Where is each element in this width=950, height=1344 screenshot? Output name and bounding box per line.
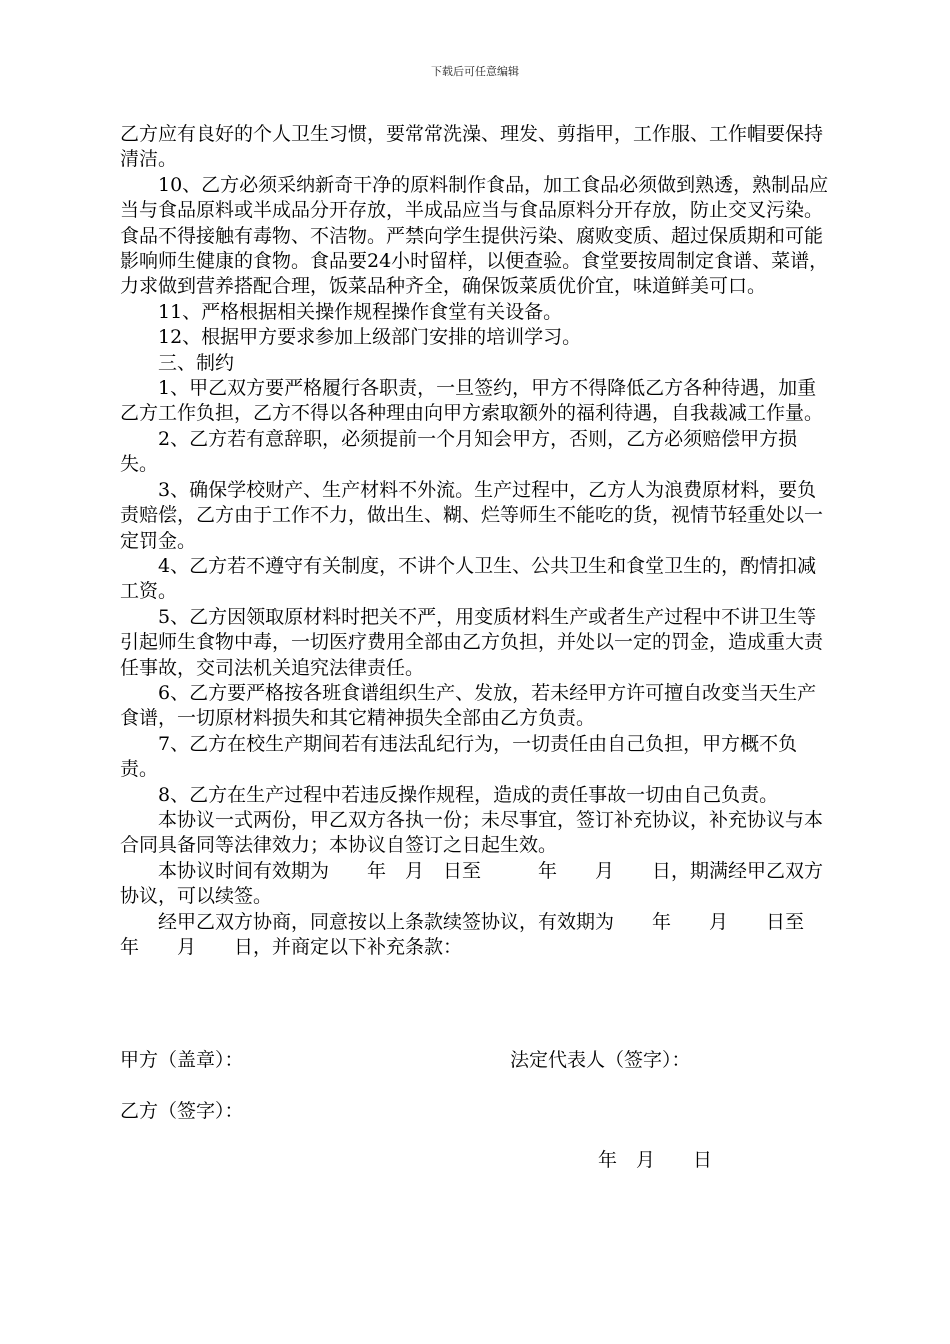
signature-date: 年 月 日 xyxy=(598,1149,713,1171)
paragraph: 7、乙方在校生产期间若有违法乱纪行为，一切责任由自己负担，甲方概不负责。 xyxy=(120,732,798,781)
legal-representative-label: 法定代表人（签字）： xyxy=(510,1049,691,1071)
paragraph: 2、乙方若有意辞职，必须提前一个月知会甲方，否则，乙方必须赔偿甲方损失。 xyxy=(120,427,798,476)
page-header: 下载后可任意编辑 xyxy=(431,65,519,78)
party-b-signature-label: 乙方（签字）： xyxy=(120,1100,244,1122)
party-a-seal-label: 甲方（盖章）： xyxy=(120,1049,244,1071)
paragraph: 经甲乙双方协商，同意按以上条款续签协议，有效期为 年 月 日至 年 月 日，并商定以下补充条款： xyxy=(120,910,843,958)
paragraph: 5、乙方因领取原材料时把关不严，用变质材料生产或者生产过程中不讲卫生等引起师生食物中毒，一切医疗费用全部由乙方负担，并处以一定的罚金，造成重大责任事故，交司法机关追究法律责任。 xyxy=(120,605,824,679)
paragraph: 12、根据甲方要求参加上级部门安排的培训学习。 xyxy=(158,326,582,349)
paragraph: 1、甲乙双方要严格履行各职责，一旦签约，甲方不得降低乙方各种待遇，加重乙方工作负担，乙方不得以各种理由向甲方索取额外的福利待遇，自我裁减工作量。 xyxy=(120,377,824,425)
paragraph: 3、确保学校财产、生产材料不外流。生产过程中，乙方人为浪费原材料，要负责赔偿，乙方由于工作不力，做出生、糊、烂等师生不能吃的货，视情节轻重处以一定罚金。 xyxy=(120,478,824,552)
paragraph: 10、乙方必须采纳新奇干净的原料制作食品，加工食品必须做到熟透，熟制品应当与食品原料或半成品分开存放，半成品应当与食品原料分开存放，防止交叉污染。食品不得接触有毒物、不洁物。严禁向学生提供污染、腐败变质、超过保质期和可能影响师生健康的食物。食品要24小时留样，以便查验。食堂要按周制定食谱、菜谱，力求做到营养搭配合理，饭菜品种齐全，确保饭菜质优价宜，味道鲜美可口。 xyxy=(120,173,829,298)
paragraph: 6、乙方要严格按各班食谱组织生产、发放，若未经甲方许可擅自改变当天生产食谱，一切原材料损失和其它精神损失全部由乙方负责。 xyxy=(120,681,817,730)
paragraph: 本协议时间有效期为 年 月 日至 年 月 日，期满经甲乙双方协议，可以续签。 xyxy=(120,859,824,908)
paragraph: 4、乙方若不遵守有关制度，不讲个人卫生、公共卫生和食堂卫生的，酌情扣减工资。 xyxy=(120,554,817,603)
paragraph: 乙方应有良好的个人卫生习惯，要常常洗澡、理发、剪指甲，工作服、工作帽要保持清洁。 xyxy=(120,123,824,171)
contract-body xyxy=(120,122,843,960)
section-heading: 三、制约 xyxy=(158,351,235,374)
paragraph: 本协议一式两份，甲乙双方各执一份；未尽事宜，签订补充协议，补充协议与本合同具备同等法律效力；本协议自签订之日起生效。 xyxy=(120,808,824,857)
paragraph: 11、严格根据相关操作规程操作食堂有关设备。 xyxy=(158,300,563,323)
paragraph: 8、乙方在生产过程中若违反操作规程，造成的责任事故一切由自己负责。 xyxy=(158,783,779,806)
